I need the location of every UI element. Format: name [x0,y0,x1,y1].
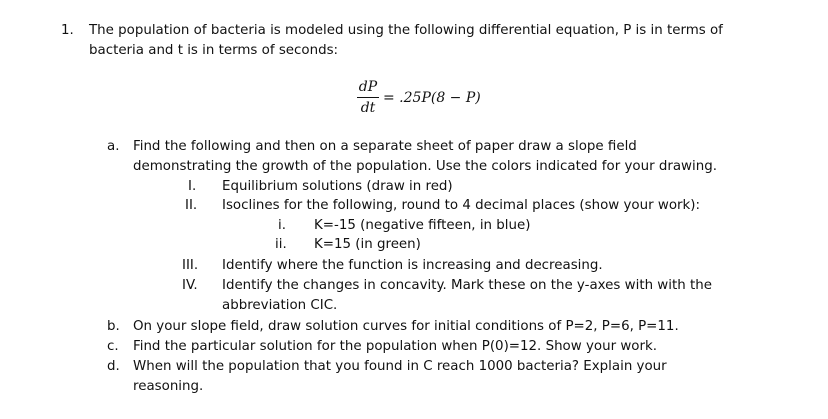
subitem-i-label: i. [278,218,286,233]
derivative-fraction [357,78,379,117]
problem-intro-line-1: The population of bacteria is modeled using the following differential equation, P is in terms of [89,23,723,38]
equation-right-side: = .25P(8 − P) [383,90,481,106]
subitem-ii-text: K=15 (in green) [314,237,421,252]
item-IV-line-1: Identify the changes in concavity. Mark these on the y-axes with with the [222,278,712,293]
item-III-label: III. [182,258,199,273]
part-b-label: b. [107,319,120,334]
item-I-text: Equilibrium solutions (draw in red) [222,179,453,194]
item-III-text: Identify where the function is increasing and decreasing. [222,258,603,273]
part-a-line-1: Find the following and then on a separate sheet of paper draw a slope field [133,139,637,154]
problem-number: 1. [61,23,74,38]
part-a-line-2: demonstrating the growth of the population. Use the colors indicated for your drawing. [133,159,717,174]
item-I-label: I. [188,179,197,194]
subitem-ii-label: ii. [275,237,287,252]
part-a-label: a. [107,139,120,154]
part-d-label: d. [107,359,120,374]
part-c-label: c. [107,339,119,354]
fraction-numerator: dP [358,79,378,95]
part-c-text: Find the particular solution for the population when P(0)=12. Show your work. [133,339,657,354]
item-IV-line-2: abbreviation CIC. [222,298,338,313]
problem-intro-line-2: bacteria and t is in terms of seconds: [89,43,339,58]
fraction-denominator: dt [360,100,376,116]
item-IV-label: IV. [182,278,198,293]
item-II-label: II. [185,198,198,213]
part-d-line-2: reasoning. [133,379,204,394]
item-II-text: Isoclines for the following, round to 4 decimal places (show your work): [222,198,701,213]
part-b-text: On your slope field, draw solution curves for initial conditions of P=2, P=6, P=11. [133,319,679,334]
subitem-i-text: K=-15 (negative fifteen, in blue) [314,218,531,233]
part-d-line-1: When will the population that you found in C reach 1000 bacteria? Explain your [133,359,667,374]
fraction-bar [357,97,379,98]
